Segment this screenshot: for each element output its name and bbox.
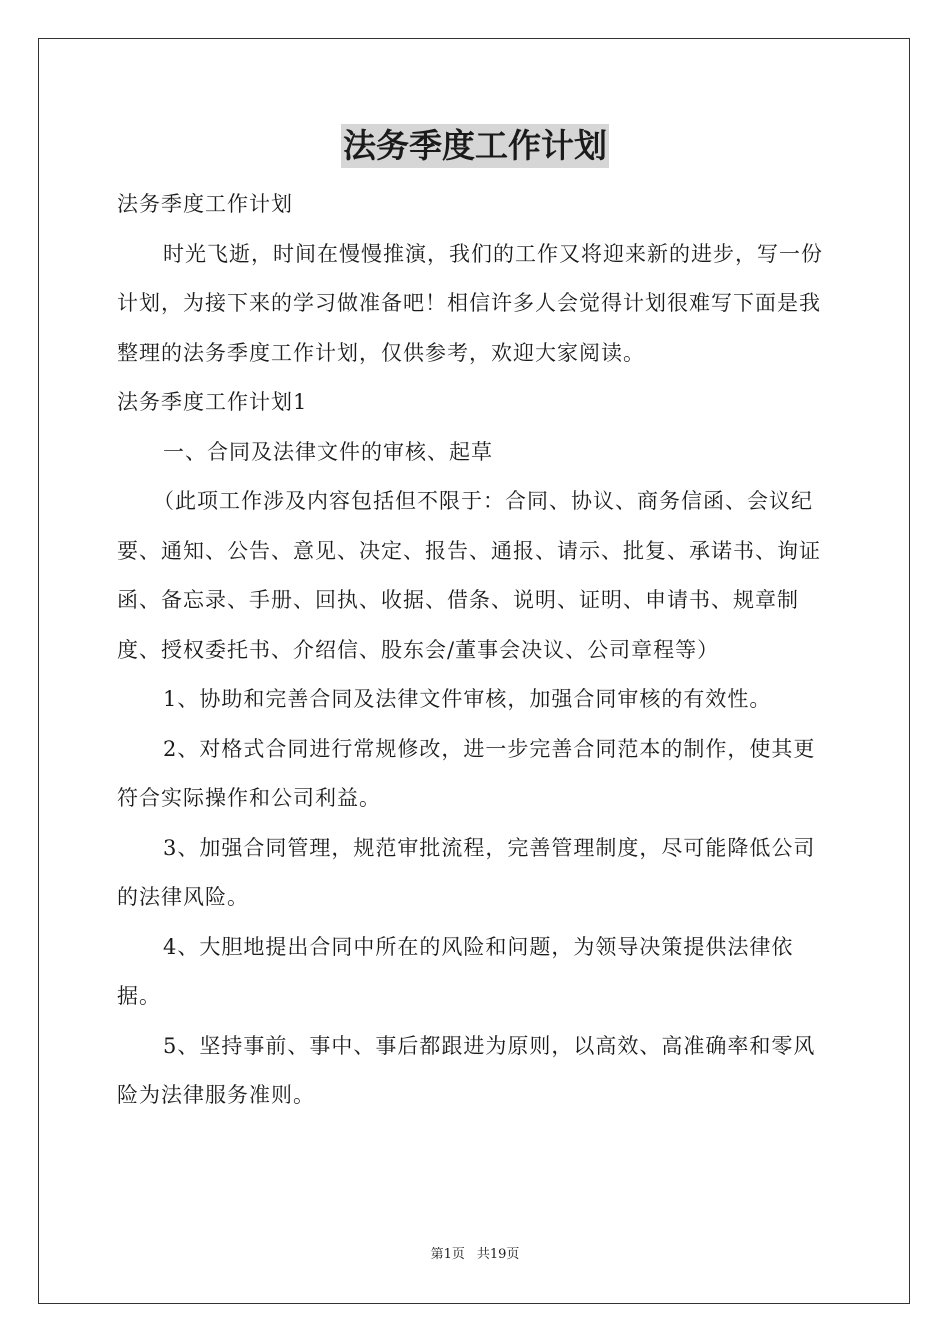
- page-footer: [0, 1246, 950, 1264]
- paragraph-point-1: 1、协助和完善合同及法律文件审核，加强合同审核的有效性。: [163, 687, 772, 711]
- title-container: [0, 124, 950, 168]
- paragraph-section-heading: 法务季度工作计划1: [117, 390, 308, 414]
- paragraph-point-5: 5、坚持事前、事中、事后都跟进为原则，以高效、高准确率和零风险为法律服务准则。: [117, 1033, 816, 1107]
- paragraph-subtitle: 法务季度工作计划: [117, 192, 293, 216]
- paragraph-intro: 时光飞逝，时间在慢慢推演，我们的工作又将迎来新的进步，写一份计划，为接下来的学习做准备吧！相信许多人会觉得计划很难写下面是我整理的法务季度工作计划，仅供参考，欢迎大家阅读。: [117, 241, 823, 365]
- paragraph-point-4: 4、大胆地提出合同中所在的风险和问题，为领导决策提供法律依据。: [117, 934, 794, 1008]
- paragraph-scope-note: （此项工作涉及内容包括但不限于：合同、协议、商务信函、会议纪要、通知、公告、意见、决定、报告、通报、请示、批复、承诺书、询证函、备忘录、手册、回执、收据、借条、说明、证明、申请书、规章制度、授权委托书、介绍信、股东会/董事会决议、公司章程等）: [117, 489, 821, 662]
- paragraph-point-2: 2、对格式合同进行常规修改，进一步完善合同范本的制作，使其更符合实际操作和公司利益。: [117, 736, 816, 810]
- paragraph-item-heading: 一、合同及法律文件的审核、起草: [163, 439, 493, 464]
- page-total: 共19页: [476, 1247, 520, 1262]
- paragraph-point-3: 3、加强合同管理，规范审批流程，完善管理制度，尽可能降低公司的法律风险。: [117, 835, 816, 909]
- document-body: [117, 180, 835, 1121]
- document-title: 法务季度工作计划: [341, 124, 609, 168]
- page-number: 第1页: [430, 1247, 465, 1262]
